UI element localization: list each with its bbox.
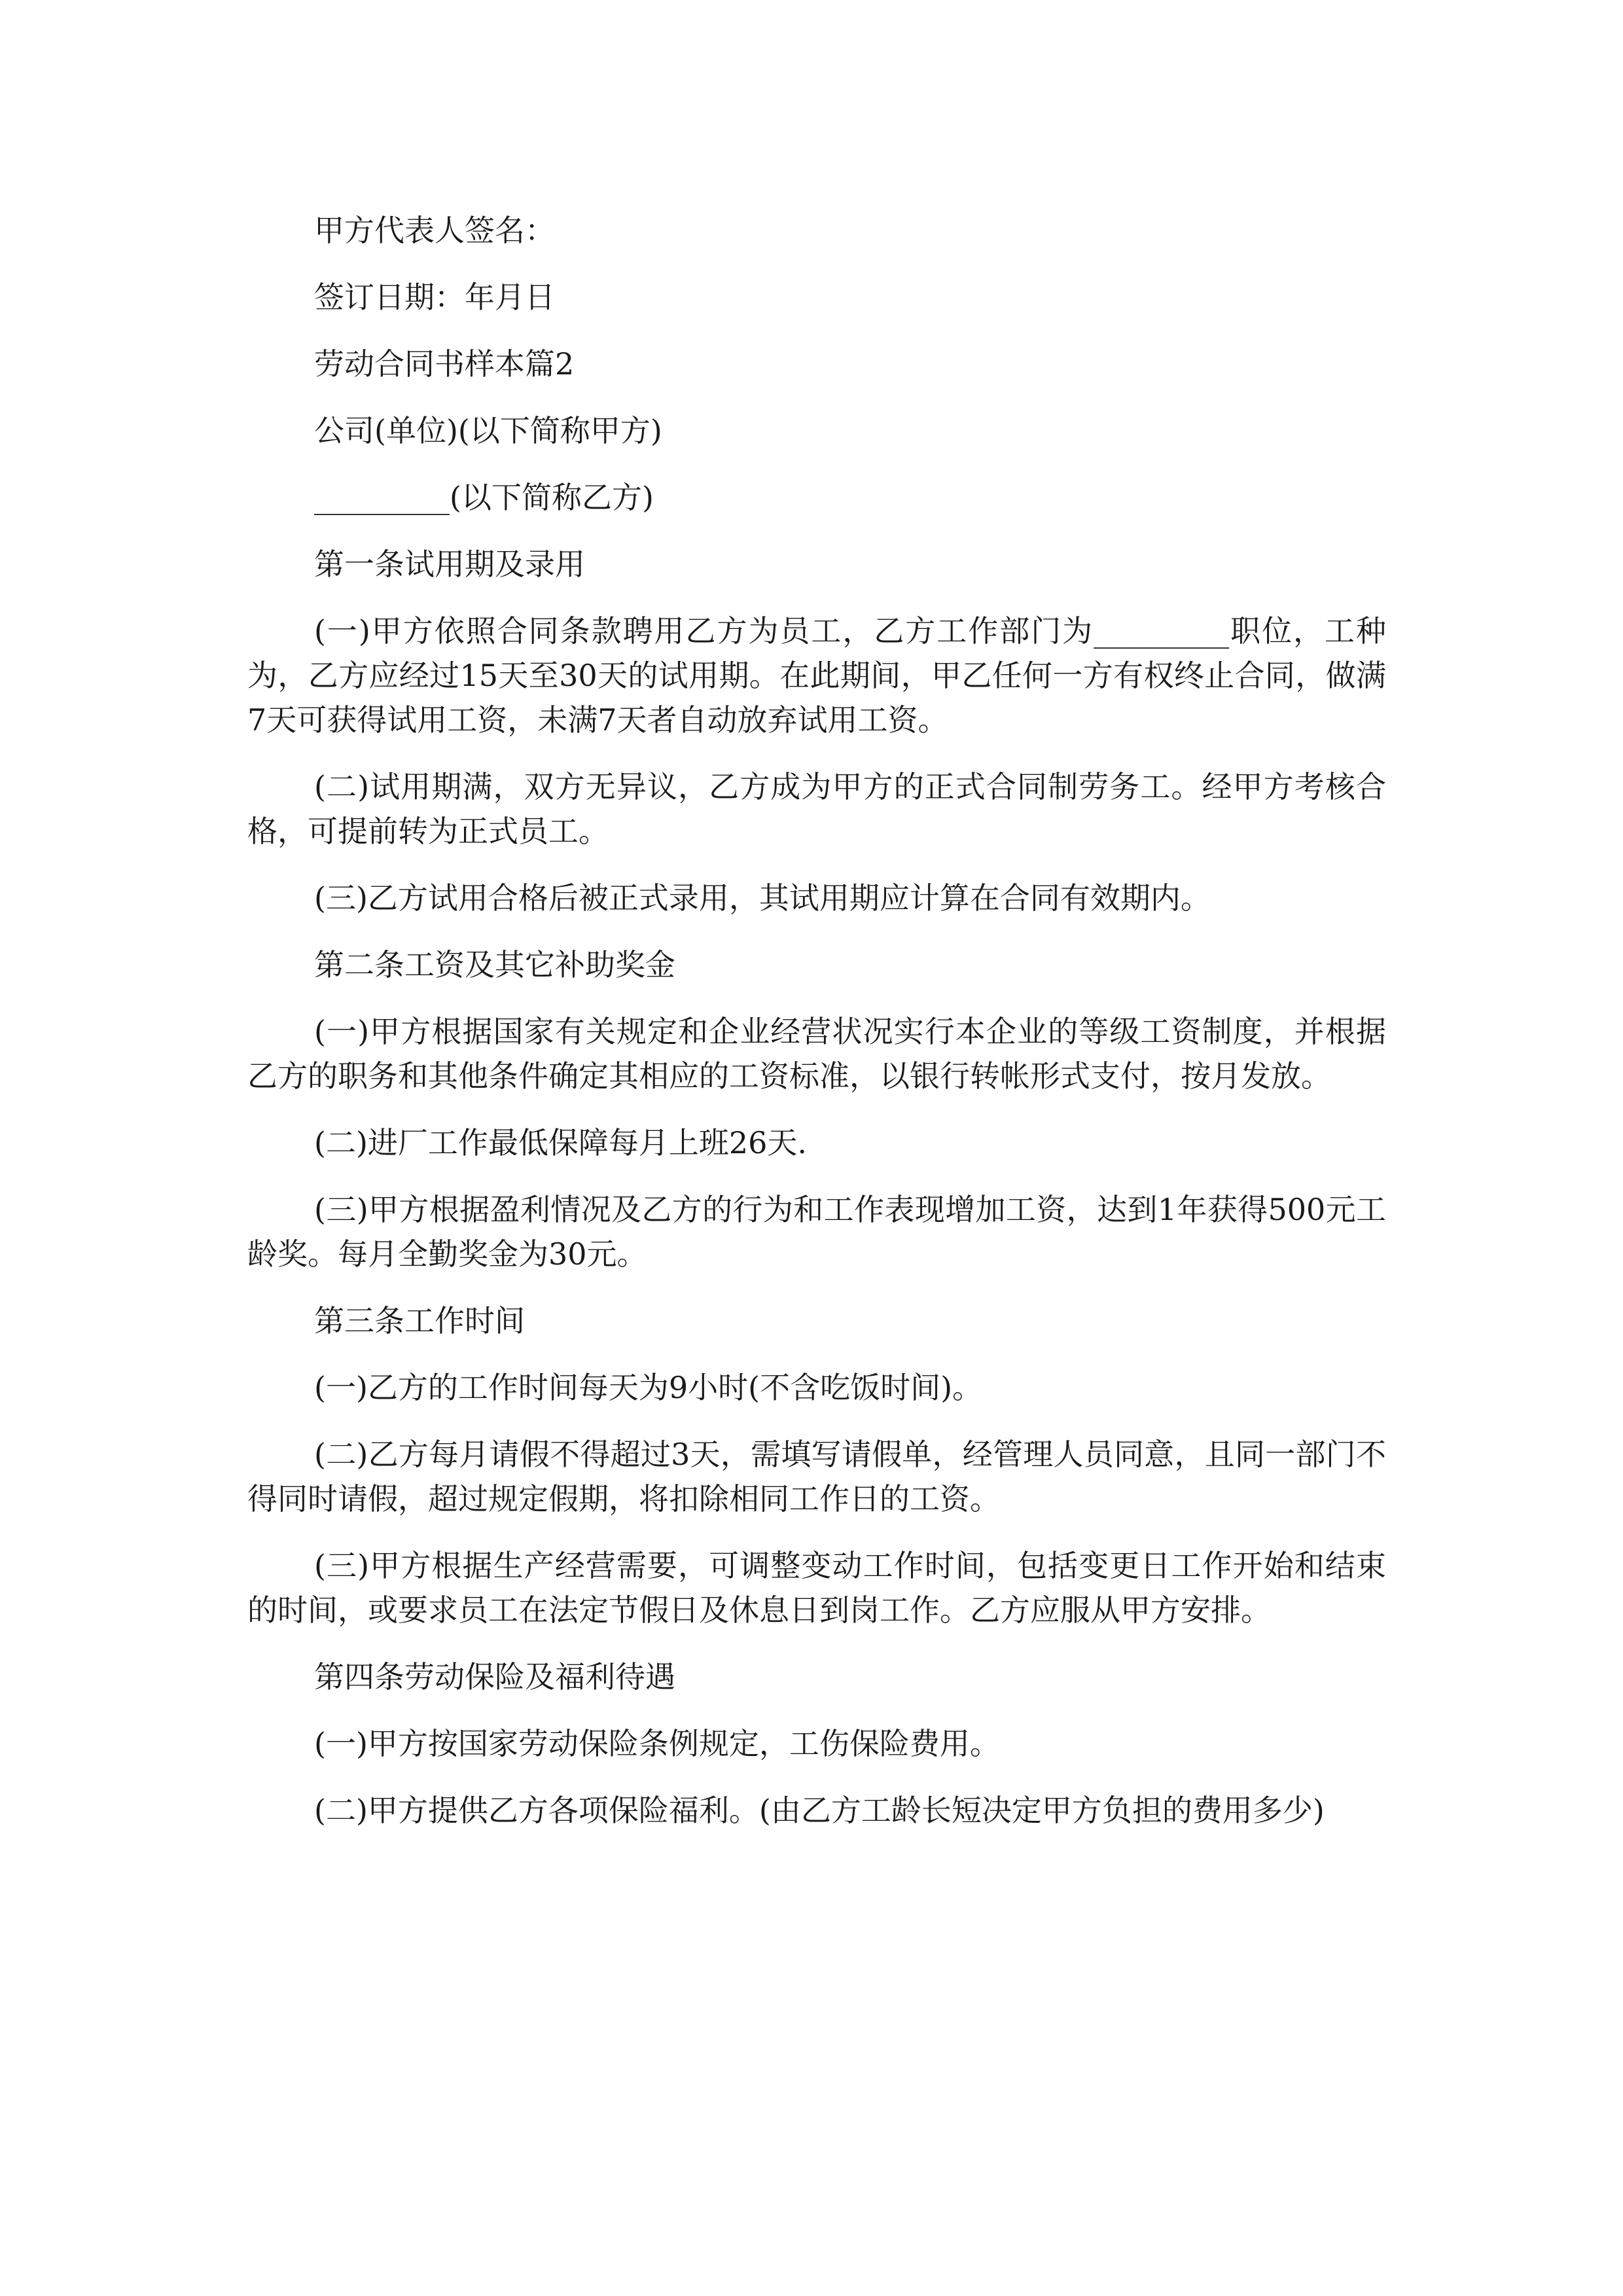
document-body <box>247 208 1386 1855</box>
article-4-heading: 第四条劳动保险及福利待遇 <box>314 1659 675 1695</box>
article-1-clause-3: (三)乙方试用合格后被正式录用，其试用期应计算在合同有效期内。 <box>314 880 1211 916</box>
article-2-clause-3: (三)甲方根据盈利情况及乙方的行为和工作表现增加工资，达到1年获得500元工龄奖。每月全勤奖金为30元。 <box>247 1192 1386 1272</box>
party-b-line: _________(以下简称乙方) <box>314 480 654 515</box>
article-4-clause-2: (二)甲方提供乙方各项保险福利。(由乙方工龄长短决定甲方负担的费用多少) <box>314 1793 1325 1828</box>
signature-line: 甲方代表人签名： <box>314 213 555 248</box>
article-2-clause-1: (一)甲方根据国家有关规定和企业经营状况实行本企业的等级工资制度，并根据乙方的职务和其他条件确定其相应的工资标准，以银行转帐形式支付，按月发放。 <box>247 1014 1386 1094</box>
article-1-clause-1: (一)甲方依照合同条款聘用乙方为员工，乙方工作部门为_________职位，工种为，乙方应经过15天至30天的试用期。在此期间，甲乙任何一方有权终止合同，做满7天可获得试用工资，未满7天者自动放弃试用工资。 <box>247 613 1386 738</box>
section-title: 劳动合同书样本篇2 <box>314 346 575 382</box>
article-2-heading: 第二条工资及其它补助奖金 <box>314 947 675 982</box>
signing-date: 签订日期：年月日 <box>314 279 555 315</box>
article-2-clause-2: (二)进厂工作最低保障每月上班26天. <box>314 1125 808 1160</box>
party-a-line: 公司(单位)(以下简称甲方) <box>314 413 662 448</box>
article-3-heading: 第三条工作时间 <box>314 1303 525 1338</box>
article-3-clause-1: (一)乙方的工作时间每天为9小时(不含吃饭时间)。 <box>314 1370 983 1405</box>
article-3-clause-2: (二)乙方每月请假不得超过3天，需填写请假单，经管理人员同意，且同一部门不得同时请假，超过规定假期，将扣除相同工作日的工资。 <box>247 1437 1386 1516</box>
article-3-clause-3: (三)甲方根据生产经营需要，可调整变动工作时间，包括变更日工作开始和结束的时间，或要求员工在法定节假日及休息日到岗工作。乙方应服从甲方安排。 <box>247 1548 1386 1628</box>
article-1-clause-2: (二)试用期满，双方无异议，乙方成为甲方的正式合同制劳务工。经甲方考核合格，可提前转为正式员工。 <box>247 769 1386 849</box>
article-4-clause-1: (一)甲方按国家劳动保险条例规定，工伤保险费用。 <box>314 1726 1000 1761</box>
article-1-heading: 第一条试用期及录用 <box>314 547 585 582</box>
